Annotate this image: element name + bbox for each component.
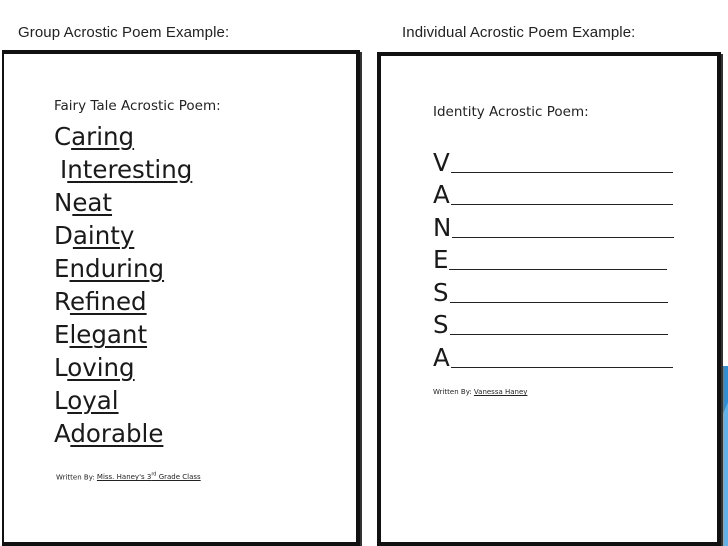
poem-word-rest: nduring — [69, 254, 165, 283]
poem-word — [54, 285, 192, 318]
poem-word — [54, 219, 192, 252]
poem-word-rest: eat — [72, 188, 113, 217]
poem-word-initial: D — [54, 221, 73, 250]
poem-letter: N — [433, 212, 452, 242]
poem-letter-line — [433, 179, 674, 212]
poem-word-rest: oving — [67, 353, 135, 382]
poem-word-rest: efined — [69, 287, 147, 316]
poem-letter-line — [433, 309, 674, 342]
group-poem-author — [56, 472, 201, 481]
blank-line — [450, 278, 668, 303]
poem-word-initial: E — [54, 254, 70, 283]
blank-line — [451, 343, 673, 368]
group-poem-page — [2, 50, 360, 546]
poem-letter-line — [433, 341, 674, 374]
poem-letter: S — [433, 277, 449, 307]
group-poem-words — [54, 120, 192, 450]
poem-letter-line — [433, 244, 674, 277]
written-by-label: Written By: — [56, 473, 97, 482]
poem-word-initial: L — [54, 353, 68, 382]
poem-word-rest: oyal — [67, 386, 119, 415]
poem-word — [54, 417, 192, 450]
written-by-label: Written By: — [433, 388, 474, 396]
poem-word — [54, 153, 192, 186]
poem-letter-line — [433, 146, 674, 179]
poem-word — [54, 351, 192, 384]
poem-word — [54, 186, 192, 219]
poem-word-initial: R — [54, 287, 70, 316]
poem-word — [54, 318, 192, 351]
poem-word-rest: aring — [71, 122, 135, 151]
poem-word — [54, 120, 192, 153]
poem-word-initial: C — [54, 122, 72, 151]
poem-letter: E — [433, 245, 449, 274]
poem-word-initial: E — [54, 320, 70, 349]
blank-line — [449, 245, 667, 270]
poem-letter: V — [433, 147, 450, 177]
poem-letter-line — [433, 211, 674, 244]
blank-line — [450, 310, 668, 335]
individual-poem-title: Identity Acrostic Poem: — [433, 104, 589, 120]
author-name: Miss. Haney's 3rd Grade Class — [96, 472, 201, 482]
blank-line — [452, 213, 674, 238]
poem-letter-line — [433, 276, 674, 309]
author-name: Vanessa Haney — [473, 388, 528, 396]
individual-poem-page — [377, 52, 721, 546]
poem-letter: A — [433, 180, 450, 209]
poem-word-rest: legant — [69, 320, 148, 349]
individual-poem-letters — [433, 146, 674, 374]
individual-poem-caption: Individual Acrostic Poem Example: — [402, 24, 636, 41]
poem-word-initial: A — [54, 419, 71, 448]
poem-word-rest: nteresting — [67, 155, 193, 184]
poem-word — [54, 384, 192, 417]
poem-word-initial: N — [54, 188, 73, 217]
poem-word-rest: ainty — [72, 221, 135, 250]
poem-word — [54, 252, 192, 285]
blank-line — [451, 148, 673, 173]
poem-letter: A — [433, 342, 450, 372]
poem-word-initial: I — [60, 155, 68, 184]
blank-line — [451, 180, 673, 205]
poem-letter: S — [433, 310, 449, 339]
poem-word-initial: L — [54, 386, 68, 415]
poem-word-rest: dorable — [70, 419, 164, 448]
group-poem-title: Fairy Tale Acrostic Poem: — [54, 98, 221, 114]
group-poem-caption: Group Acrostic Poem Example: — [18, 24, 230, 41]
individual-poem-author — [433, 388, 527, 396]
